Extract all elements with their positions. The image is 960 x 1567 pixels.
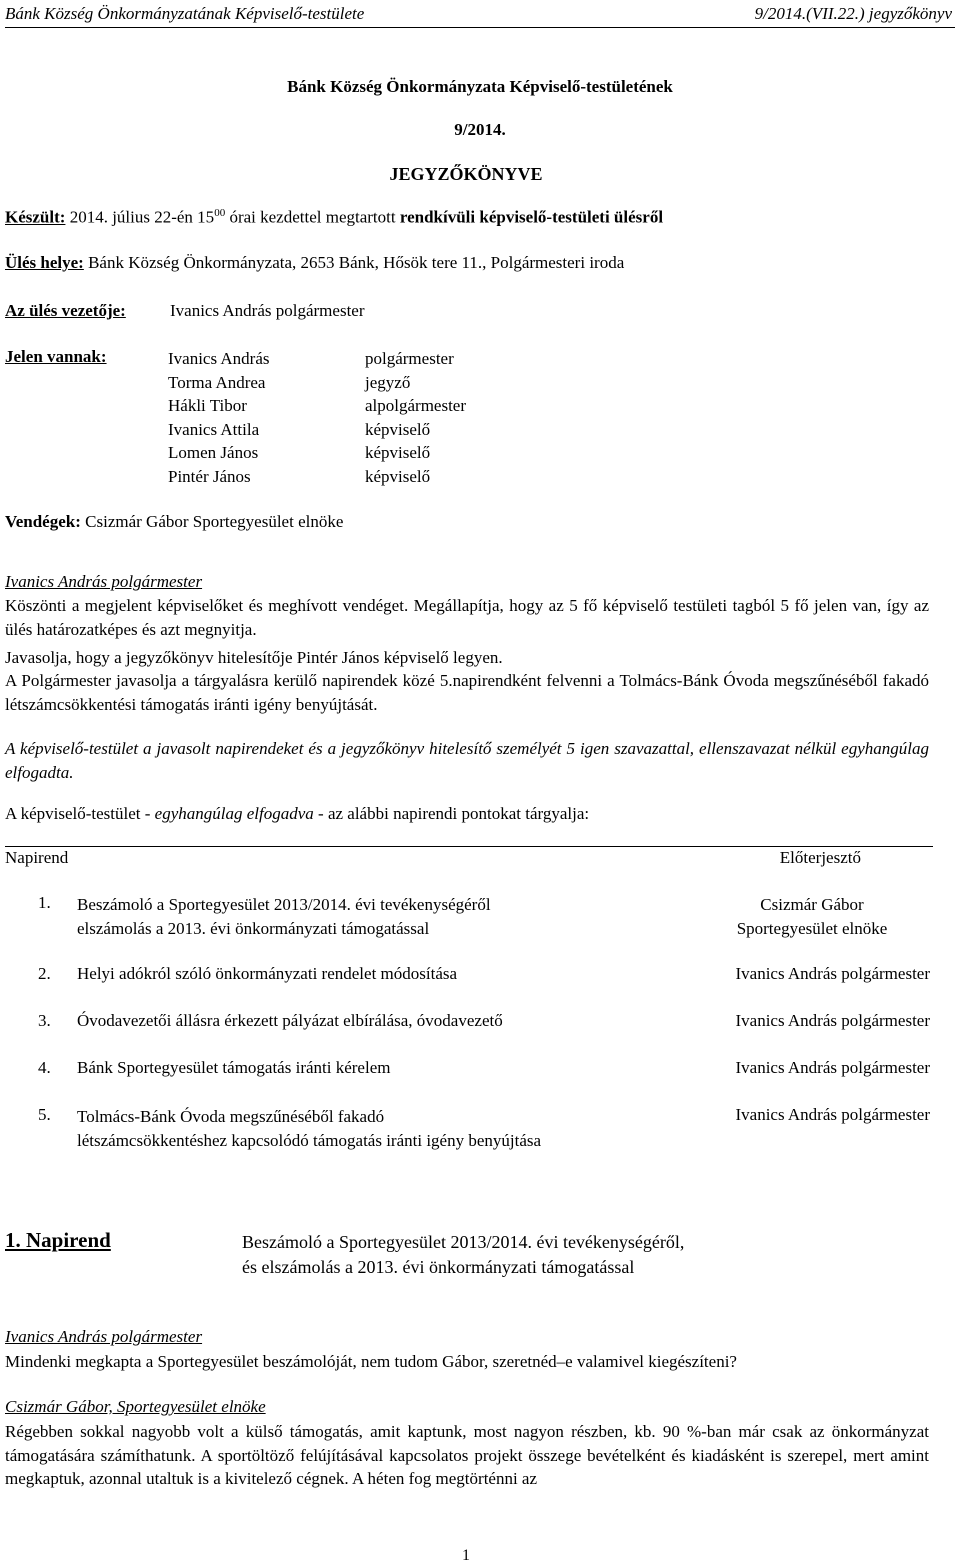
agenda-proposal: A Polgármester javasolja a tárgyalásra kerülő napirendek közé 5.napirendként felvenni a Tolmács-Bánk Óvoda megszűnéséből fakadó létszámcsökkentési támogatás iránti igény benyújtását. [5, 671, 929, 714]
present-names [168, 347, 270, 488]
agenda-item-line: elszámolás a 2013. évi önkormányzati támogatással [77, 918, 430, 938]
guests-label: Vendégek: [5, 512, 81, 531]
authenticator-proposal: Javasolja, hogy a jegyzőkönyv hitelesítője Pintér János képviselő legyen. [5, 648, 503, 667]
page-number: 1 [462, 1547, 470, 1564]
document-number: 9/2014. [454, 120, 506, 139]
guests-text: Csizmár Gábor Sportegyesület elnöke [80, 512, 344, 531]
agenda-item-title: Bánk Sportegyesület támogatás iránti kérelem [77, 1058, 391, 1077]
running-header-left: Bánk Község Önkormányzatának Képviselő-testülete [5, 4, 365, 23]
present-role: képviselő [365, 466, 431, 486]
agenda-intro-italic: egyhangúlag elfogadva [154, 804, 314, 823]
section-title-line: Beszámoló a Sportegyesület 2013/2014. évi tevékenységéről, [242, 1232, 685, 1252]
mayor-question: Mindenki megkapta a Sportegyesület beszámolóját, nem tudom Gábor, szeretnéd–e valamivel kiegészíteni? [5, 1352, 737, 1371]
present-name: Pintér János [168, 466, 251, 486]
present-name: Hákli Tibor [168, 396, 247, 415]
agenda-item-number: 5. [38, 1105, 51, 1124]
present-name: Ivanics András [168, 349, 270, 368]
agenda-item-presenter: Ivanics András polgármester [735, 1011, 930, 1030]
agenda-header-rule [5, 846, 933, 847]
agenda-item-title: Óvodavezetői állásra érkezett pályázat elbírálása, óvodavezető [77, 1011, 503, 1030]
agenda-col-napirend: Napirend [5, 848, 69, 867]
agenda-item-number: 3. [38, 1011, 51, 1030]
place-line [5, 253, 624, 273]
present-role: polgármester [365, 349, 454, 368]
agenda-intro [5, 804, 589, 824]
agenda-item-line: létszámcsökkentéshez kapcsolódó támogatás iránti igény benyújtása [77, 1130, 542, 1150]
agenda-item-line: Tolmács-Bánk Óvoda megszűnéséből fakadó [77, 1107, 385, 1126]
present-name: Lomen János [168, 443, 259, 462]
agenda-item-number: 2. [38, 964, 51, 983]
made-text-b: órai kezdettel megtartott [225, 207, 400, 227]
document-title: JEGYZŐKÖNYVE [389, 164, 543, 184]
present-role: jegyző [365, 372, 411, 392]
place-label: Ülés helye: [5, 253, 84, 272]
made-session-type: rendkívüli képviselő-testületi ülésről [399, 207, 664, 227]
present-role: képviselő [365, 443, 431, 462]
presenter-role: Sportegyesület elnöke [736, 918, 888, 938]
document-title-body: Bánk Község Önkormányzata Képviselő-testületének [287, 77, 673, 96]
agenda-item-presenter: Ivanics András polgármester [735, 964, 930, 983]
section-title-line: és elszámolás a 2013. évi önkormányzati támogatással [242, 1257, 635, 1277]
header-divider [5, 27, 955, 28]
section-title [242, 1230, 684, 1280]
speaker-mayor: Ivanics András polgármester [5, 572, 203, 591]
guests-line [5, 512, 343, 532]
agenda-intro-b: - az alábbi napirendi pontokat tárgyalja: [313, 804, 590, 823]
section-heading: 1. Napirend [5, 1228, 111, 1252]
agenda-item-title [77, 893, 491, 940]
present-role: képviselő [365, 419, 431, 439]
made-text-a: 2014. július 22-én 15 [65, 207, 215, 227]
opening-paragraph: Köszönti a megjelent képviselőket és meghívott vendéget. Megállapítja, hogy az 5 fő képviselő testületi tagból 5 fő jelen van, így az ülés határozatképes és azt megnyitja. [5, 596, 929, 639]
present-role: alpolgármester [365, 396, 467, 415]
president-statement: Régebben sokkal nagyobb volt a külső támogatás, amit kaptunk, most nagyon részben, kb. 90 %-ban már csak az önkormányzat támogatására számíthatunk. A sportöltöző felújításával kapcsolatos projekt összege bevételként és kiadásként is szerepel, mert amint megkaptuk, azonnal utaltuk is a kivitelező cégnek. A héten fog megtörténni az [5, 1422, 929, 1488]
agenda-item-number: 4. [38, 1058, 51, 1077]
place-text: Bánk Község Önkormányzata, 2653 Bánk, Hősök tere 11., Polgármesteri iroda [83, 253, 625, 272]
agenda-col-presenter: Előterjesztő [779, 848, 861, 867]
chair-label: Az ülés vezetője: [5, 301, 126, 320]
running-header-right: 9/2014.(VII.22.) jegyzőkönyv [754, 4, 952, 23]
agenda-item-presenter: Ivanics András polgármester [735, 1105, 930, 1124]
agenda-item-title: Helyi adókról szóló önkormányzati rendelet módosítása [77, 964, 458, 983]
resolution-text: A képviselő-testület a javasolt napirendeket és a jegyzőkönyv hitelesítő személyét 5 igen szavazattal, ellenszavazat nélkül egyhangúlag elfogadta. [5, 739, 929, 782]
agenda-intro-a: A képviselő-testület - [5, 804, 155, 823]
chair-name: Ivanics András polgármester [170, 301, 365, 320]
agenda-item-presenter: Ivanics András polgármester [735, 1058, 930, 1077]
agenda-item-line: Beszámoló a Sportegyesület 2013/2014. évi tevékenységéről [77, 895, 491, 914]
presenter-name: Csizmár Gábor [760, 895, 864, 914]
present-name: Torma Andrea [168, 372, 266, 392]
speaker-mayor: Ivanics András polgármester [5, 1327, 203, 1346]
made-time-sup: 00 [214, 207, 226, 219]
present-roles [365, 347, 466, 488]
present-name: Ivanics Attila [168, 419, 260, 439]
speaker-club-president: Csizmár Gábor, Sportegyesület elnöke [5, 1397, 266, 1416]
present-label: Jelen vannak: [5, 347, 107, 366]
made-label: Készült: [5, 207, 66, 227]
agenda-item-number: 1. [38, 893, 51, 912]
agenda-item-presenter [737, 893, 888, 940]
made-line [5, 207, 663, 228]
agenda-item-title [77, 1105, 541, 1152]
